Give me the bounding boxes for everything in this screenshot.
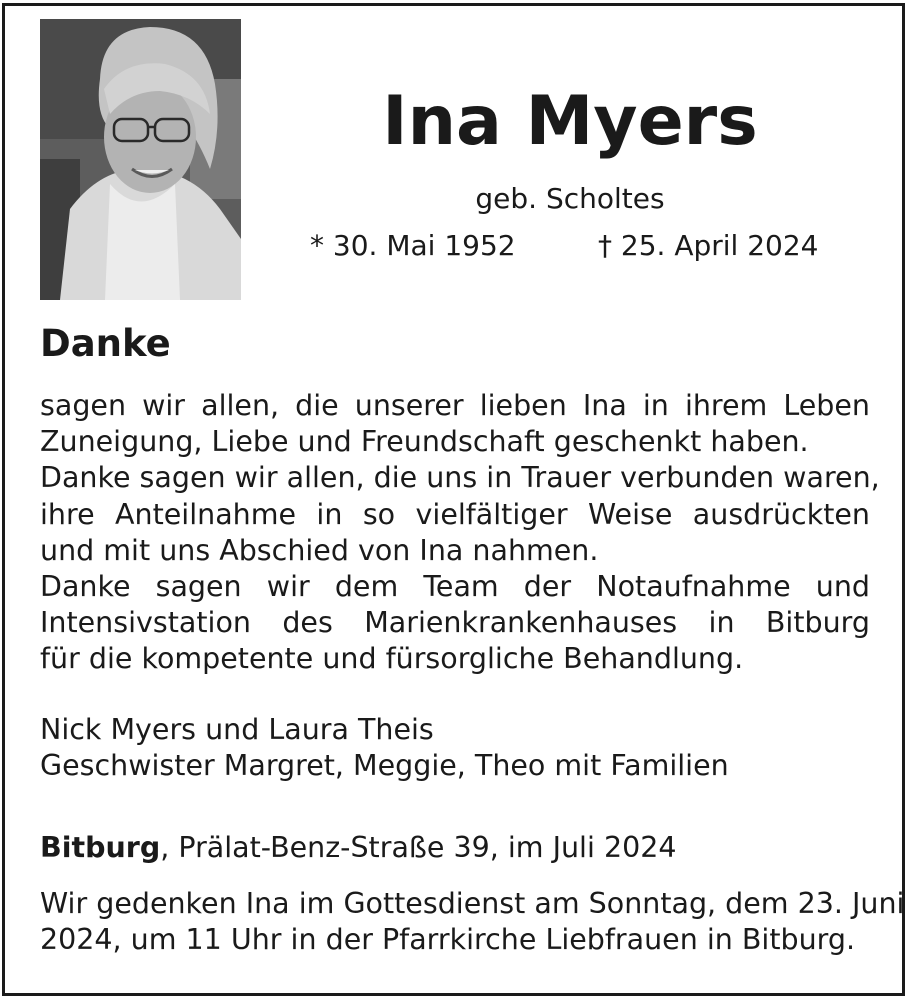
maiden-name: geb. Scholtes	[475, 182, 665, 215]
location-address: , Prälat-Benz-Straße 39, im Juli 2024	[160, 831, 677, 864]
body-line: Danke sagen wir allen, die uns in Trauer verbunden waren,	[40, 461, 880, 495]
body-line: Zuneigung, Liebe und Freundschaft geschenkt haben.	[40, 425, 809, 459]
thanks-heading: Danke	[40, 322, 171, 365]
service-line: Wir gedenken Ina im Gottesdienst am Sonntag, dem 23. Juni	[40, 887, 905, 920]
signer-line: Geschwister Margret, Meggie, Theo mit Familien	[40, 749, 729, 783]
deceased-name: Ina Myers	[382, 82, 758, 161]
body-line: Intensivstation des Marienkrankenhauses in Bitburg	[40, 606, 870, 640]
location-line	[40, 830, 676, 866]
service-line: 2024, um 11 Uhr in der Pfarrkirche Liebfrauen in Bitburg.	[40, 923, 856, 957]
signer-line: Nick Myers und Laura Theis	[40, 713, 434, 746]
location-city: Bitburg	[40, 831, 161, 864]
memorial-service-note	[40, 886, 904, 958]
body-line: sagen wir allen, die unserer lieben Ina in ihrem Leben	[40, 389, 870, 422]
body-line: Danke sagen wir dem Team der Notaufnahme und	[40, 569, 870, 603]
birth-date: * 30. Mai 1952	[310, 229, 516, 262]
death-date: † 25. April 2024	[598, 229, 819, 262]
body-line: und mit uns Abschied von Ina nahmen.	[40, 533, 599, 567]
portrait-photo	[40, 19, 241, 300]
thanks-paragraph	[40, 388, 880, 678]
body-line: ihre Anteilnahme in so vielfältiger Weise ausdrückten	[40, 497, 870, 531]
signers-block	[40, 712, 729, 784]
body-line: für die kompetente und fürsorgliche Behandlung.	[40, 642, 744, 676]
